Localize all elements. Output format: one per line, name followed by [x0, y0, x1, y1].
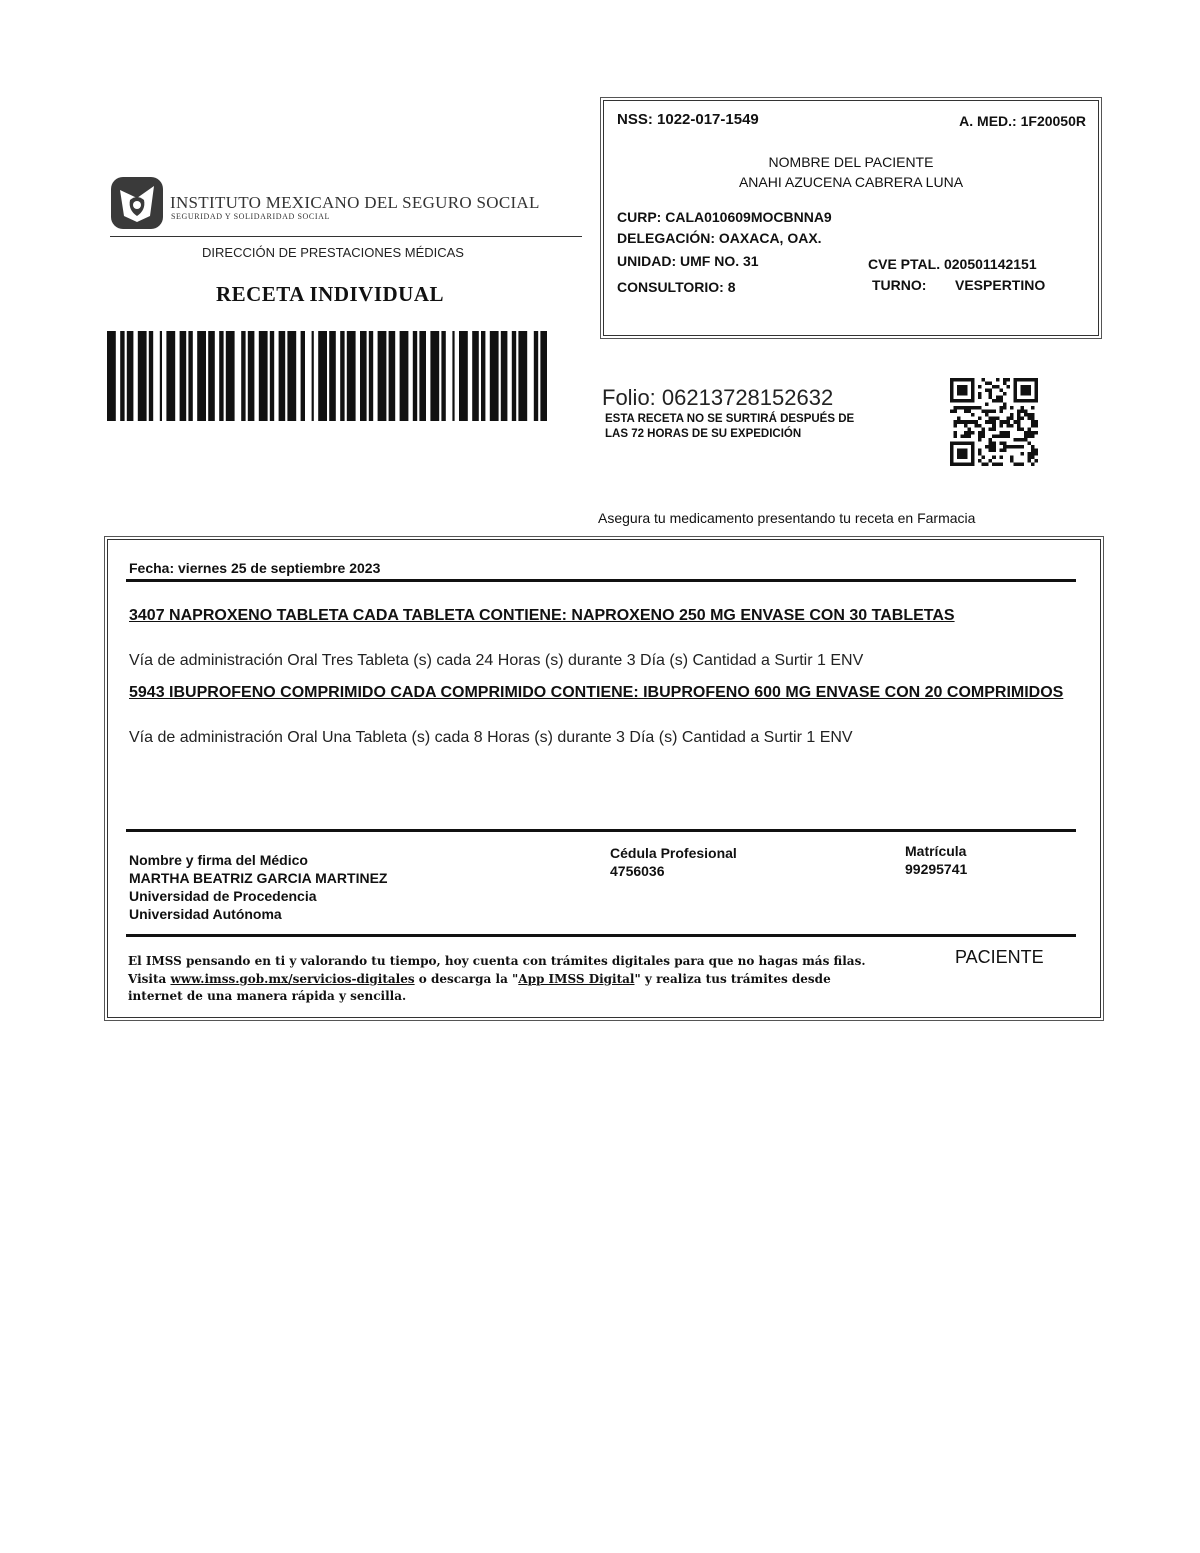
patient-info-box [603, 100, 1099, 336]
folio-note [605, 412, 905, 442]
matricula: 99295741 [905, 861, 968, 877]
copy-label: PACIENTE [955, 947, 1044, 967]
patient-name-label: NOMBRE DEL PACIENTE [768, 154, 934, 170]
document-title: RECETA INDIVIDUAL [215, 282, 445, 306]
footer-divider [126, 934, 1076, 937]
cve-ptal: CVE PTAL. 020501142151 [868, 256, 1037, 272]
medication-instructions: Vía de administración Oral Tres Tableta (s) cada 24 Horas (s) durante 3 Día (s) Cantidad a Surtir 1 ENV [129, 652, 864, 669]
imss-services-link[interactable]: www.imss.gob.mx/servicios-digitales [170, 971, 415, 986]
doctor-name: MARTHA BEATRIZ GARCIA MARTINEZ [129, 870, 388, 886]
folio-note-line2: LAS 72 HORAS DE SU EXPEDICIÓN [605, 428, 802, 440]
institution-motto: SEGURIDAD Y SOLIDARIDAD SOCIAL [171, 212, 330, 221]
doctor-label: Nombre y firma del Médico [129, 852, 308, 868]
nss: NSS: 1022-017-1549 [617, 111, 759, 128]
footer-rest: " y realiza tus trámites desde [634, 971, 831, 986]
imss-logo-icon [110, 176, 164, 230]
footer-visita: Visita [128, 971, 167, 986]
folio: Folio: 06213728152632 [602, 385, 834, 410]
turno: VESPERTINO [955, 277, 1046, 293]
qr-code [950, 378, 1038, 466]
prescription-date: Fecha: viernes 25 de septiembre 2023 [129, 560, 381, 576]
university: Universidad Autónoma [129, 906, 282, 922]
cedula-label: Cédula Profesional [610, 845, 737, 861]
footer-o-descarga: o descarga la " [418, 971, 519, 986]
delegacion: DELEGACIÓN: OAXACA, OAX. [617, 230, 822, 246]
medication-title: 5943 IBUPROFENO COMPRIMIDO CADA COMPRIMIDO CONTIENE: IBUPROFENO 600 MG ENVASE CON 20 COMPRIMIDOS [129, 684, 1064, 701]
date-divider [126, 579, 1076, 582]
footer-line2 [128, 971, 888, 989]
curp: CURP: CALA010609MOCBNNA9 [617, 209, 832, 225]
cedula: 4756036 [610, 863, 665, 879]
barcode [107, 331, 550, 421]
footer-message [128, 953, 888, 1006]
institution-name: INSTITUTO MEXICANO DEL SEGURO SOCIAL [170, 193, 540, 212]
matricula-label: Matrícula [905, 843, 967, 859]
footer-line3: internet de una manera rápida y sencilla. [128, 989, 407, 1003]
footer-line1: El IMSS pensando en ti y valorando tu tiempo, hoy cuenta con trámites digitales para que no hagas más filas. [128, 954, 866, 968]
patient-name: ANAHI AZUCENA CABRERA LUNA [738, 174, 964, 190]
medication-title: 3407 NAPROXENO TABLETA CADA TABLETA CONTIENE: NAPROXENO 250 MG ENVASE CON 30 TABLETAS [129, 607, 955, 624]
medication-instructions: Vía de administración Oral Una Tableta (s) cada 8 Horas (s) durante 3 Día (s) Cantidad a Surtir 1 ENV [129, 729, 853, 746]
header-divider [110, 236, 582, 237]
asegura-note: Asegura tu medicamento presentando tu receta en Farmacia [598, 510, 976, 526]
a-med: A. MED.: 1F20050R [959, 113, 1086, 129]
turno-label: TURNO: [872, 277, 927, 293]
signature-divider [126, 829, 1076, 832]
direccion-label: DIRECCIÓN DE PRESTACIONES MÉDICAS [202, 245, 464, 260]
app-imss-link[interactable]: App IMSS Digital [518, 971, 635, 986]
consultorio: CONSULTORIO: 8 [617, 279, 736, 295]
folio-note-line1: ESTA RECETA NO SE SURTIRÁ DESPUÉS DE [605, 413, 855, 425]
university-label: Universidad de Procedencia [129, 888, 317, 904]
unidad: UNIDAD: UMF NO. 31 [617, 253, 759, 269]
